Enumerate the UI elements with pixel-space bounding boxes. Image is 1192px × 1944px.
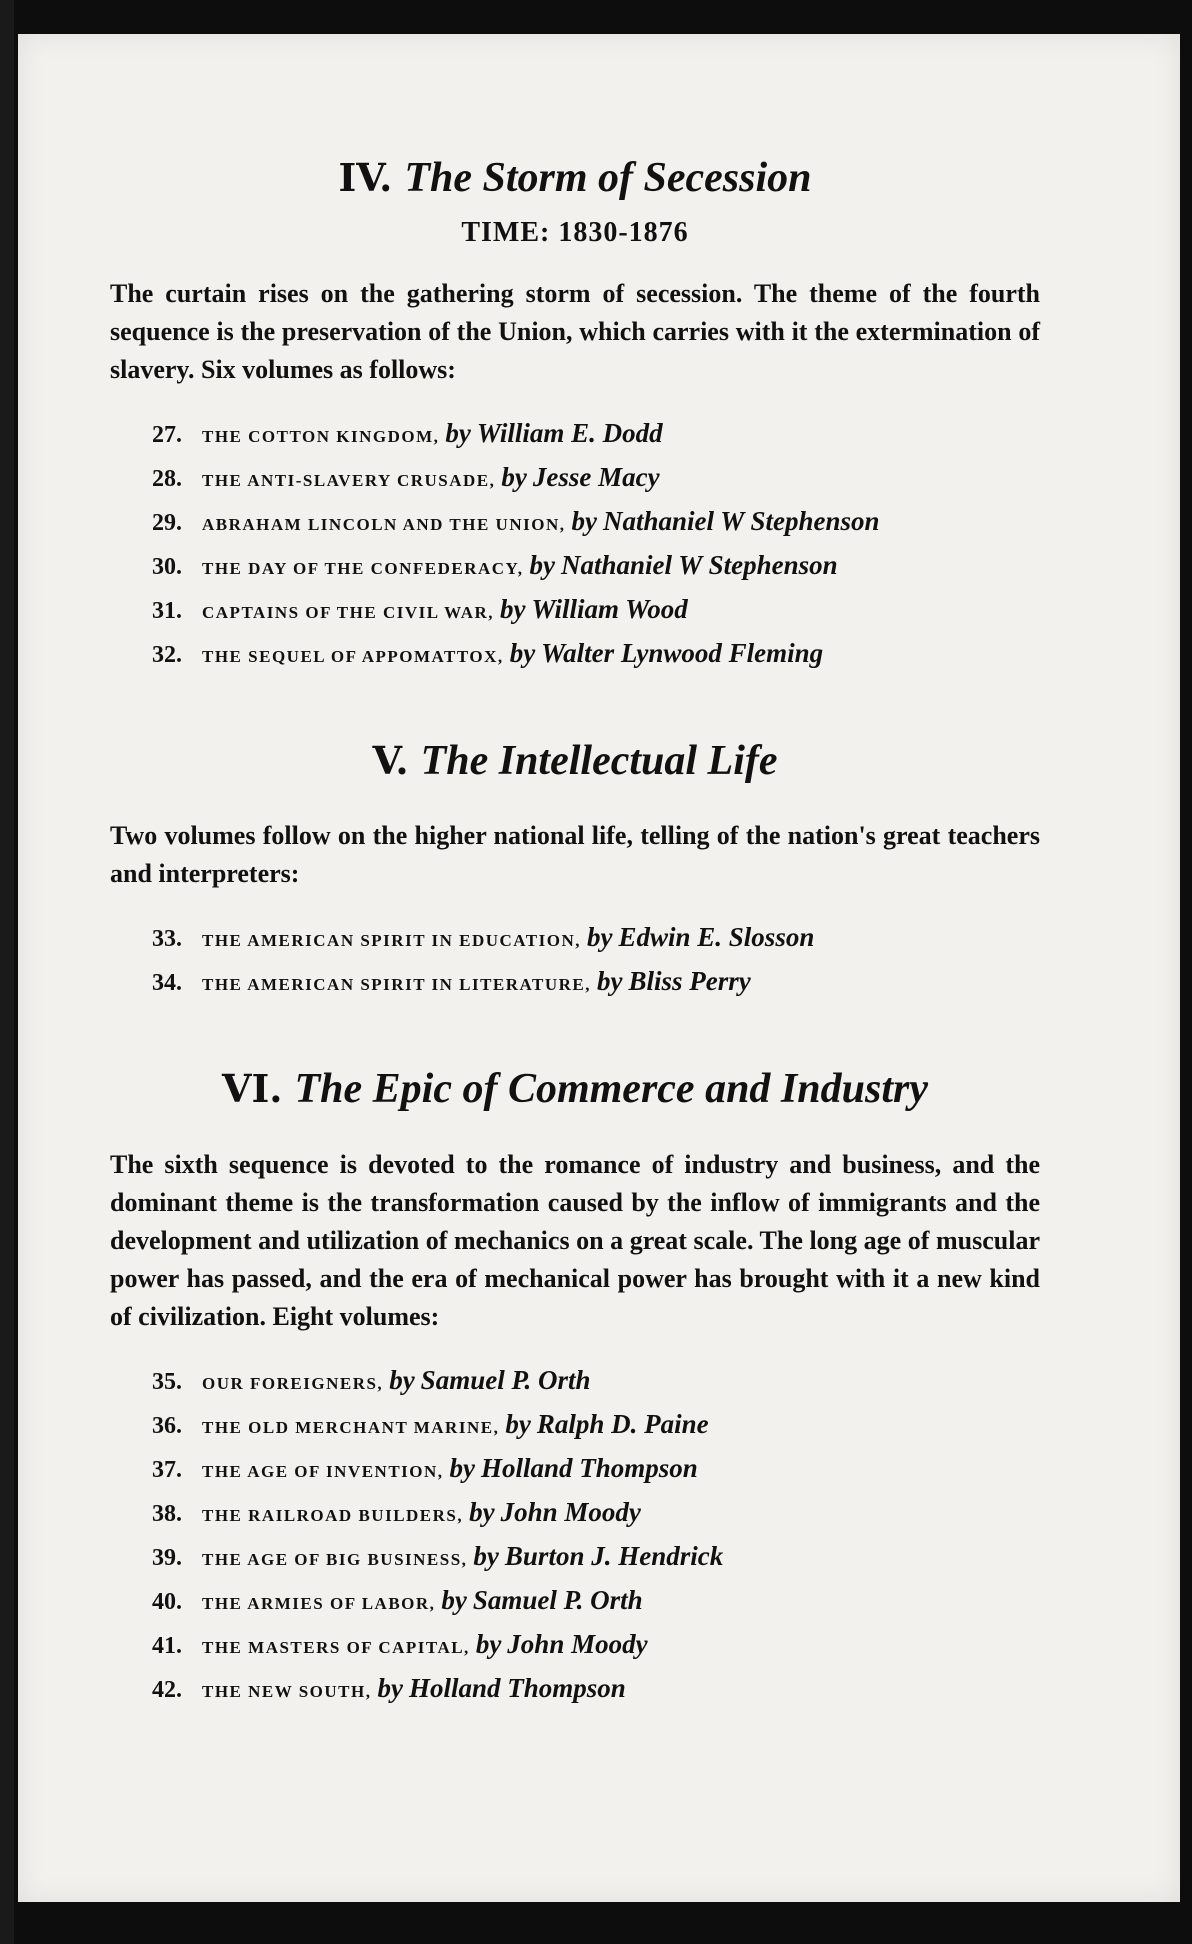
volume-author: Bliss Perry xyxy=(628,966,751,996)
volume-number: 40. xyxy=(152,1588,182,1615)
volume-item xyxy=(152,917,1040,961)
volume-item xyxy=(152,1580,1040,1624)
volume-number: 32. xyxy=(152,641,182,668)
volume-author: Jesse Macy xyxy=(532,461,660,492)
volume-title: THE AMERICAN SPIRIT IN LITERATURE, xyxy=(202,975,592,994)
volume-by: by xyxy=(441,1584,467,1615)
volume-title: CAPTAINS OF THE CIVIL WAR, xyxy=(202,602,495,622)
section-paragraph: Two volumes follow on the higher national life, telling of the nation's great teachers and interpreters: xyxy=(110,821,1040,888)
volume-title: THE COTTON KINGDOM, xyxy=(202,426,440,446)
volume-author: Nathaniel W Stephenson xyxy=(602,505,880,536)
volume-author: Holland Thompson xyxy=(408,1672,626,1703)
volume-item xyxy=(152,1668,1040,1712)
volume-author: Samuel P. Orth xyxy=(472,1584,643,1615)
volume-number: 30. xyxy=(152,553,182,580)
volume-title: THE OLD MERCHANT MARINE, xyxy=(202,1417,500,1437)
volume-number: 28. xyxy=(152,465,182,492)
volume-title: OUR FOREIGNERS, xyxy=(202,1373,384,1393)
volume-list xyxy=(110,1360,1040,1712)
volume-author: Edwin E. Slosson xyxy=(618,922,815,952)
volume-author: Walter Lynwood Fleming xyxy=(541,637,824,668)
scan-edge xyxy=(0,0,14,1944)
volume-number: 31. xyxy=(152,597,182,624)
volume-number: 42. xyxy=(152,1676,182,1703)
volume-item xyxy=(152,633,1040,677)
volume-title: THE ARMIES OF LABOR, xyxy=(202,1593,436,1613)
volume-item xyxy=(152,501,1040,545)
volume-title: THE SEQUEL OF APPOMATTOX, xyxy=(202,646,504,666)
volume-author: William Wood xyxy=(531,593,688,624)
section-title: The Intellectual Life xyxy=(420,737,778,784)
volume-number: 41. xyxy=(152,1632,182,1659)
volume-by: by xyxy=(445,417,471,448)
volume-author: Holland Thompson xyxy=(481,1452,698,1483)
volume-item xyxy=(152,1624,1040,1668)
volume-title: THE AGE OF INVENTION, xyxy=(202,1461,444,1481)
page-content xyxy=(110,152,1040,1742)
volume-by: by xyxy=(505,1408,531,1439)
volume-number: 29. xyxy=(152,509,182,536)
volume-number: 35. xyxy=(152,1368,182,1395)
volume-by: by xyxy=(389,1364,415,1395)
time-label: TIME: xyxy=(461,216,551,248)
volume-by: by xyxy=(571,505,597,536)
volume-number: 36. xyxy=(152,1412,182,1439)
volume-by: by xyxy=(597,966,623,996)
volume-author: John Moody xyxy=(507,1628,648,1659)
volume-title: THE AGE OF BIG BUSINESS, xyxy=(202,1549,468,1569)
section-heading-iv xyxy=(110,152,1040,205)
volume-by: by xyxy=(449,1452,476,1483)
volume-title: ABRAHAM LINCOLN AND THE UNION, xyxy=(202,514,566,534)
volume-by: by xyxy=(587,922,613,952)
volume-number: 33. xyxy=(152,926,182,952)
volume-number: 37. xyxy=(152,1456,182,1483)
volume-number: 34. xyxy=(152,970,182,996)
volume-by: by xyxy=(475,1628,502,1659)
volume-title: THE RAILROAD BUILDERS, xyxy=(202,1505,464,1525)
volume-item xyxy=(152,413,1040,457)
book-page xyxy=(18,34,1180,1902)
section-heading-v xyxy=(110,735,1040,788)
section-title: The Epic of Commerce and Industry xyxy=(294,1066,928,1112)
volume-by: by xyxy=(469,1496,495,1527)
time-value: 1830-1876 xyxy=(558,216,689,248)
volume-item xyxy=(152,1360,1040,1404)
volume-author: Ralph D. Paine xyxy=(536,1408,709,1439)
volume-item xyxy=(152,545,1040,589)
volume-title: THE ANTI-SLAVERY CRUSADE, xyxy=(202,470,496,490)
volume-list xyxy=(110,917,1040,1005)
volume-item xyxy=(152,1492,1040,1536)
volume-by: by xyxy=(377,1672,403,1703)
volume-title: THE NEW SOUTH, xyxy=(202,1681,372,1701)
section-paragraph: The sixth sequence is devoted to the romance of industry and business, and the dominant theme is the transformation caused by the inflow of immigrants and the development and utilization of mechanics on a great scale. The long age of muscular power has passed, and the era of mechanical power has brought with it a new kind of civilization. Eight volumes: xyxy=(110,1149,1040,1331)
volume-author: Samuel P. Orth xyxy=(420,1364,591,1395)
volume-by: by xyxy=(473,1540,499,1571)
section-numeral: V. xyxy=(372,737,409,783)
volume-by: by xyxy=(529,549,556,580)
volume-title: THE MASTERS OF CAPITAL, xyxy=(202,1637,470,1657)
volume-title: THE DAY OF THE CONFEDERACY, xyxy=(202,558,524,578)
volume-item xyxy=(152,1536,1040,1580)
volume-number: 39. xyxy=(152,1544,182,1571)
volume-list xyxy=(110,413,1040,677)
volume-by: by xyxy=(501,461,527,492)
section-paragraph: The curtain rises on the gathering storm of secession. The theme of the fourth sequence is the preservation of the Union, which carries with it the extermination of slavery. Six volumes as follows: xyxy=(110,278,1040,384)
volume-author: Burton J. Hendrick xyxy=(504,1540,724,1571)
volume-item xyxy=(152,589,1040,633)
volume-by: by xyxy=(500,593,526,624)
section-numeral: IV. xyxy=(338,155,393,200)
volume-title: THE AMERICAN SPIRIT IN EDUCATION, xyxy=(202,931,582,950)
volume-author: Nathaniel W Stephenson xyxy=(561,549,838,580)
section-title: The Storm of Secession xyxy=(404,155,812,201)
section-heading-vi xyxy=(110,1063,1040,1116)
volume-number: 27. xyxy=(152,421,182,448)
volume-author: William E. Dodd xyxy=(476,417,663,448)
time-range xyxy=(110,217,1040,249)
volume-by: by xyxy=(509,637,536,668)
volume-item xyxy=(152,1448,1040,1492)
volume-item xyxy=(152,961,1040,1005)
volume-item xyxy=(152,457,1040,501)
volume-number: 38. xyxy=(152,1500,182,1527)
volume-item xyxy=(152,1404,1040,1448)
volume-author: John Moody xyxy=(500,1496,641,1527)
section-numeral: VI. xyxy=(221,1066,283,1111)
